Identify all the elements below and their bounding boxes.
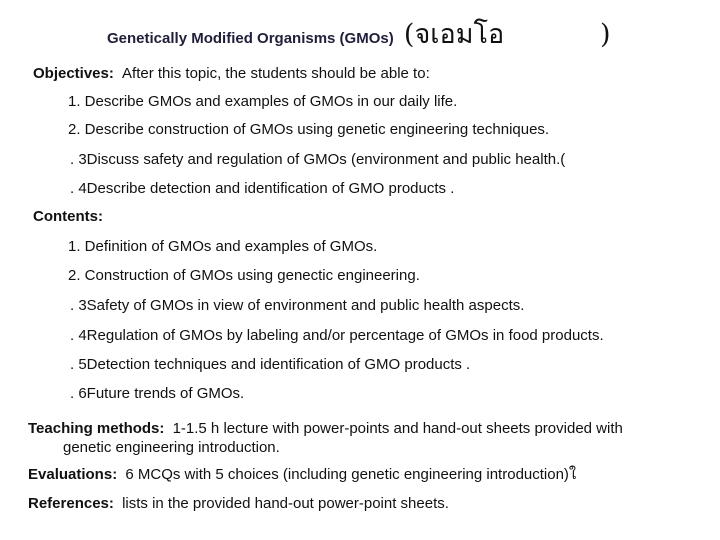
content-item-4: . 4Regulation of GMOs by labeling and/or percentage of GMOs in food products. — [70, 327, 604, 344]
objective-item-3: . 3Discuss safety and regulation of GMOs (environment and public health.( — [70, 151, 566, 168]
content-item-1: 1. Definition of GMOs and examples of GMOs. — [68, 238, 378, 255]
objectives-heading: Objectives: — [33, 65, 114, 82]
references-heading: References: — [28, 495, 114, 512]
evaluations-text: 6 MCQs with 5 choices (including genetic engineering introduction)ใ — [125, 466, 577, 483]
page-title — [107, 18, 504, 52]
content-item-2: 2. Construction of GMOs using genectic engineering. — [68, 267, 420, 284]
title-close-paren: ) — [600, 19, 611, 50]
objectives-intro: After this topic, the students should be able to: — [122, 65, 430, 82]
contents-heading: Contents: — [33, 208, 103, 225]
content-item-5: . 5Detection techniques and identification of GMO products . — [70, 356, 471, 373]
references-text: lists in the provided hand-out power-point sheets. — [122, 495, 449, 512]
references-line — [28, 494, 449, 514]
evaluations-line — [28, 465, 576, 485]
title-english: Genetically Modified Organisms (GMOs) — [107, 30, 394, 47]
teaching-methods-line — [28, 419, 623, 439]
objective-item-1: 1. Describe GMOs and examples of GMOs in our daily life. — [68, 93, 458, 110]
content-item-3: . 3Safety of GMOs in view of environment and public health aspects. — [70, 297, 525, 314]
objective-item-2: 2. Describe construction of GMOs using genetic engineering techniques. — [68, 121, 550, 138]
title-thai: (จเอมโอ — [403, 19, 505, 50]
objectives-line — [33, 64, 430, 84]
teaching-text-1: 1-1.5 h lecture with power-points and hand-out sheets provided with — [172, 420, 623, 437]
objective-item-4: . 4Describe detection and identification of GMO products . — [70, 180, 455, 197]
teaching-heading: Teaching methods: — [28, 420, 165, 437]
content-item-6: . 6Future trends of GMOs. — [70, 385, 245, 402]
evaluations-heading: Evaluations: — [28, 466, 118, 483]
teaching-text-2: genetic engineering introduction. — [63, 439, 280, 456]
